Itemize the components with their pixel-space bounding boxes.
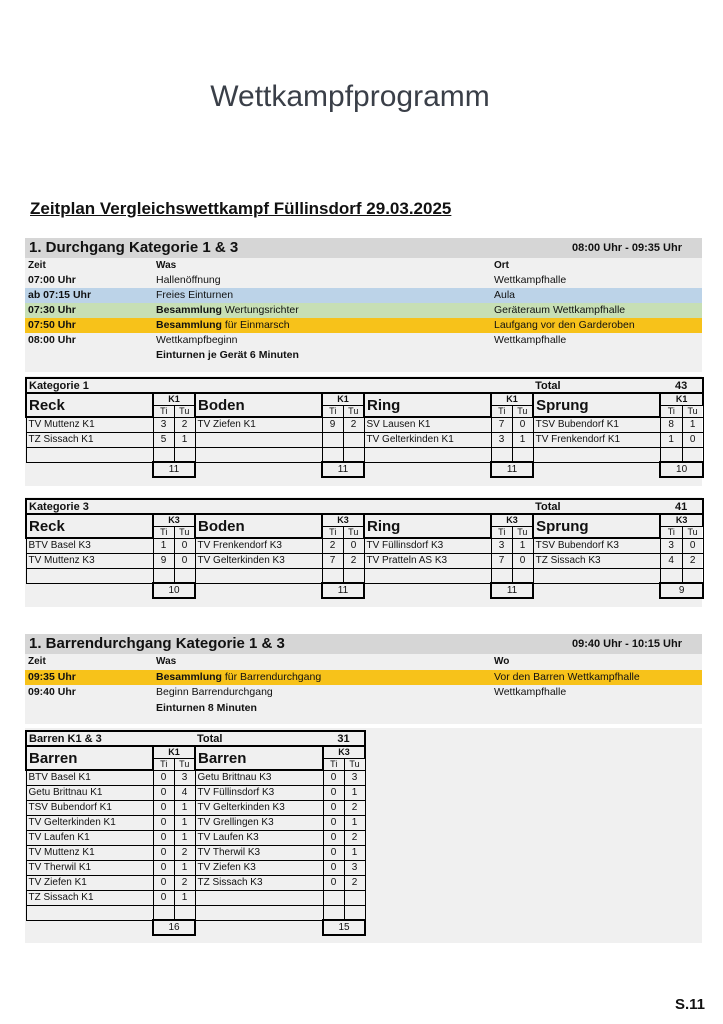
col-tu: Tu — [682, 405, 703, 417]
team-tu: 1 — [682, 417, 703, 432]
team-tu: 0 — [174, 553, 195, 568]
apparatus-sum: 11 — [153, 462, 195, 477]
kat3-total: 41 — [660, 499, 703, 514]
section1-col-headers — [25, 259, 702, 274]
team-tu: 2 — [174, 875, 195, 890]
schedule-activity — [156, 334, 238, 346]
team-name: TV Muttenz K1 — [26, 845, 153, 860]
barren-table — [25, 730, 366, 936]
team-tu: 2 — [343, 553, 364, 568]
schedule-time: 07:30 Uhr — [28, 304, 76, 316]
team-tu: 2 — [343, 417, 364, 432]
team-name: TV Therwil K3 — [195, 845, 323, 860]
schedule-location: Wettkampfhalle — [494, 686, 567, 698]
team-tu: 2 — [344, 830, 365, 845]
apparatus-sum: 10 — [153, 583, 195, 598]
team-name: TV Gelterkinden K3 — [195, 553, 322, 568]
section1-note-row — [25, 348, 702, 363]
barren-label: Barren K1 & 3 — [26, 731, 195, 746]
team-name — [195, 432, 322, 447]
team-ti — [323, 890, 344, 905]
team-tu: 2 — [174, 845, 195, 860]
section2-note-row — [25, 701, 702, 716]
section2-col-headers — [25, 655, 702, 670]
team-tu: 1 — [344, 845, 365, 860]
schedule-row — [25, 303, 702, 318]
col-ti: Ti — [491, 405, 512, 417]
col-tu: Tu — [512, 405, 533, 417]
team-name: TV Muttenz K3 — [26, 553, 153, 568]
apparatus-class: K3 — [322, 514, 364, 526]
team-name: TV Frenkendorf K3 — [195, 538, 322, 553]
apparatus-sum: 15 — [323, 920, 365, 935]
team-name: TV Therwil K1 — [26, 860, 153, 875]
team-tu: 3 — [344, 770, 365, 785]
team-tu: 1 — [512, 432, 533, 447]
team-tu: 2 — [344, 875, 365, 890]
team-name: Getu Brittnau K1 — [26, 785, 153, 800]
team-tu — [344, 890, 365, 905]
team-ti: 1 — [153, 538, 174, 553]
team-ti: 1 — [660, 432, 682, 447]
team-name: TV Gelterkinden K1 — [26, 815, 153, 830]
apparatus-name: Ring — [364, 514, 491, 538]
team-tu: 3 — [344, 860, 365, 875]
section1-title: 1. Durchgang Kategorie 1 & 3 — [29, 239, 239, 256]
team-tu: 3 — [174, 770, 195, 785]
col-ti: Ti — [491, 526, 512, 538]
apparatus-name: Sprung — [533, 393, 660, 417]
col-header-was: Was — [156, 260, 177, 271]
team-name: TZ Sissach K3 — [195, 875, 323, 890]
apparatus-sum: 11 — [322, 462, 364, 477]
team-tu: 1 — [174, 830, 195, 845]
team-name: TV Frenkendorf K1 — [533, 432, 660, 447]
col-tu: Tu — [682, 526, 703, 538]
team-name: TV Ziefen K1 — [195, 417, 322, 432]
schedule-time: 09:40 Uhr — [28, 686, 76, 698]
team-ti: 0 — [323, 830, 344, 845]
schedule-activity — [156, 274, 221, 286]
kat1-total: 43 — [660, 378, 703, 393]
kat1-table — [25, 377, 704, 478]
team-name: TV Pratteln AS K3 — [364, 553, 491, 568]
apparatus-sum: 10 — [660, 462, 703, 477]
team-ti: 0 — [153, 860, 174, 875]
section1-time: 08:00 Uhr - 09:35 Uhr — [571, 242, 682, 254]
team-tu: 4 — [174, 785, 195, 800]
team-name: BTV Basel K3 — [26, 538, 153, 553]
team-ti: 3 — [153, 417, 174, 432]
schedule-row — [25, 273, 702, 288]
team-ti: 5 — [153, 432, 174, 447]
team-tu: 1 — [174, 815, 195, 830]
col-header-was-2: Was — [156, 656, 177, 667]
apparatus-name: Ring — [364, 393, 491, 417]
team-tu: 0 — [512, 417, 533, 432]
team-tu: 0 — [174, 538, 195, 553]
team-tu: 1 — [174, 860, 195, 875]
section2-time: 09:40 Uhr - 10:15 Uhr — [571, 638, 682, 650]
team-tu: 1 — [344, 785, 365, 800]
schedule-location: Wettkampfhalle — [494, 274, 567, 286]
section2-title: 1. Barrendurchgang Kategorie 1 & 3 — [29, 635, 285, 652]
apparatus-sum: 9 — [660, 583, 703, 598]
apparatus-class: K1 — [153, 393, 195, 405]
team-tu: 2 — [344, 800, 365, 815]
apparatus-class: K1 — [491, 393, 533, 405]
schedule-row — [25, 288, 702, 303]
schedule-activity-text: Wertungsrichter — [221, 304, 299, 316]
schedule-activity-bold: Besammlung — [156, 671, 222, 683]
schedule-activity — [156, 671, 321, 683]
team-name: TSV Bubendorf K3 — [533, 538, 660, 553]
schedule-activity — [156, 304, 299, 316]
team-ti: 0 — [323, 845, 344, 860]
team-tu: 0 — [682, 432, 703, 447]
schedule-location: Wettkampfhalle — [494, 334, 567, 346]
col-tu: Tu — [174, 758, 195, 770]
team-tu: 0 — [512, 553, 533, 568]
apparatus-class: K3 — [660, 514, 703, 526]
col-tu: Tu — [174, 526, 195, 538]
schedule-activity-text: Freies Einturnen — [156, 289, 234, 301]
kat3-table — [25, 498, 704, 599]
team-name: TV Gelterkinden K3 — [195, 800, 323, 815]
team-name: Getu Brittnau K3 — [195, 770, 323, 785]
col-ti: Ti — [660, 405, 682, 417]
team-ti: 3 — [491, 538, 512, 553]
apparatus-name: Barren — [26, 746, 153, 770]
apparatus-name: Boden — [195, 514, 322, 538]
team-tu: 0 — [682, 538, 703, 553]
team-ti: 3 — [491, 432, 512, 447]
schedule-activity-text: für Einmarsch — [221, 319, 290, 331]
team-ti: 7 — [322, 553, 343, 568]
team-ti: 7 — [491, 553, 512, 568]
team-name: TV Ziefen K1 — [26, 875, 153, 890]
col-header-zeit-2: Zeit — [28, 656, 46, 667]
barren-total: 31 — [323, 731, 365, 746]
col-ti: Ti — [323, 758, 344, 770]
section2-note: Einturnen 8 Minuten — [156, 702, 257, 714]
team-ti: 0 — [153, 785, 174, 800]
schedule-activity-bold: Besammlung — [156, 304, 222, 316]
apparatus-class: K1 — [660, 393, 703, 405]
team-ti: 9 — [153, 553, 174, 568]
col-ti: Ti — [153, 526, 174, 538]
col-ti: Ti — [153, 405, 174, 417]
schedule-location: Aula — [494, 289, 516, 301]
kat3-label: Kategorie 3 — [26, 499, 533, 514]
team-name: TZ Sissach K1 — [26, 890, 153, 905]
team-tu: 1 — [174, 890, 195, 905]
team-name: SV Lausen K1 — [364, 417, 491, 432]
schedule-row — [25, 318, 702, 333]
apparatus-name: Reck — [26, 514, 153, 538]
schedule-activity — [156, 686, 273, 698]
team-tu: 1 — [512, 538, 533, 553]
schedule-location: Vor den Barren Wettkampfhalle — [494, 671, 640, 683]
apparatus-sum: 11 — [491, 583, 533, 598]
team-ti: 0 — [323, 875, 344, 890]
team-ti: 0 — [153, 890, 174, 905]
schedule-row — [25, 685, 702, 700]
apparatus-class: K1 — [322, 393, 364, 405]
team-name: TV Ziefen K3 — [195, 860, 323, 875]
apparatus-name: Barren — [195, 746, 323, 770]
schedule-location: Geräteraum Wettkampfhalle — [494, 304, 626, 316]
team-ti: 2 — [322, 538, 343, 553]
schedule-time: 07:50 Uhr — [28, 319, 76, 331]
team-ti: 0 — [153, 830, 174, 845]
schedule-time: 07:00 Uhr — [28, 274, 76, 286]
col-tu: Tu — [512, 526, 533, 538]
apparatus-class: K3 — [491, 514, 533, 526]
team-tu — [343, 432, 364, 447]
team-name: TV Füllinsdorf K3 — [195, 785, 323, 800]
kat3-total-label: Total — [533, 499, 660, 514]
team-tu: 2 — [682, 553, 703, 568]
team-name: TSV Bubendorf K1 — [26, 800, 153, 815]
col-ti: Ti — [153, 758, 174, 770]
schedule-time: 09:35 Uhr — [28, 671, 76, 683]
col-tu: Tu — [174, 405, 195, 417]
team-name: TV Laufen K3 — [195, 830, 323, 845]
apparatus-class: K3 — [323, 746, 365, 758]
team-ti: 9 — [322, 417, 343, 432]
team-ti: 7 — [491, 417, 512, 432]
schedule-subtitle: Zeitplan Vergleichswettkampf Füllinsdorf 29.03.2025 — [30, 199, 452, 218]
schedule-activity-text: Wettkampfbeginn — [156, 334, 238, 346]
team-name: TV Gelterkinden K1 — [364, 432, 491, 447]
team-name: TV Muttenz K1 — [26, 417, 153, 432]
schedule-activity — [156, 289, 233, 301]
apparatus-name: Sprung — [533, 514, 660, 538]
kat1-total-label: Total — [533, 378, 660, 393]
team-ti: 4 — [660, 553, 682, 568]
col-tu: Tu — [343, 405, 364, 417]
section1-note: Einturnen je Gerät 6 Minuten — [156, 349, 299, 361]
team-name — [195, 890, 323, 905]
team-ti: 3 — [660, 538, 682, 553]
section1-header — [25, 238, 702, 258]
apparatus-sum: 11 — [322, 583, 364, 598]
team-ti: 0 — [153, 845, 174, 860]
team-name: TSV Bubendorf K1 — [533, 417, 660, 432]
col-header-wo: Wo — [494, 656, 510, 667]
page-number: S.11 — [674, 996, 705, 1013]
schedule-activity — [156, 319, 290, 331]
page-title: Wettkampfprogramm — [210, 80, 490, 113]
team-tu: 0 — [343, 538, 364, 553]
section2-header — [25, 634, 702, 654]
team-name: TV Grellingen K3 — [195, 815, 323, 830]
schedule-time: 08:00 Uhr — [28, 334, 76, 346]
team-ti: 0 — [323, 800, 344, 815]
team-tu: 1 — [174, 432, 195, 447]
apparatus-name: Boden — [195, 393, 322, 417]
team-ti: 0 — [323, 860, 344, 875]
barren-total-label: Total — [195, 731, 323, 746]
col-tu: Tu — [344, 758, 365, 770]
team-ti — [322, 432, 343, 447]
schedule-activity-bold: Besammlung — [156, 319, 222, 331]
apparatus-class: K1 — [153, 746, 195, 758]
team-name: TV Füllinsdorf K3 — [364, 538, 491, 553]
schedule-location: Laufgang vor den Garderoben — [494, 319, 635, 331]
apparatus-class: K3 — [153, 514, 195, 526]
team-tu: 1 — [174, 800, 195, 815]
team-ti: 0 — [323, 815, 344, 830]
kat1-label: Kategorie 1 — [26, 378, 533, 393]
schedule-activity-text: für Barrendurchgang — [221, 671, 322, 683]
col-header-zeit: Zeit — [28, 260, 46, 271]
apparatus-sum: 16 — [153, 920, 195, 935]
team-ti: 0 — [153, 815, 174, 830]
team-tu: 2 — [174, 417, 195, 432]
col-tu: Tu — [343, 526, 364, 538]
schedule-row — [25, 333, 702, 348]
team-name: TZ Sissach K1 — [26, 432, 153, 447]
apparatus-sum: 11 — [491, 462, 533, 477]
team-ti: 8 — [660, 417, 682, 432]
schedule-activity-text: Beginn Barrendurchgang — [156, 686, 273, 698]
team-ti: 0 — [153, 800, 174, 815]
team-ti: 0 — [153, 770, 174, 785]
col-ti: Ti — [322, 405, 343, 417]
schedule-activity-text: Hallenöffnung — [156, 274, 221, 286]
team-ti: 0 — [323, 785, 344, 800]
col-ti: Ti — [322, 526, 343, 538]
team-tu: 1 — [344, 815, 365, 830]
col-header-ort: Ort — [494, 260, 509, 271]
team-name: TV Laufen K1 — [26, 830, 153, 845]
team-name: TZ Sissach K3 — [533, 553, 660, 568]
apparatus-name: Reck — [26, 393, 153, 417]
team-name: BTV Basel K1 — [26, 770, 153, 785]
team-ti: 0 — [153, 875, 174, 890]
team-ti: 0 — [323, 770, 344, 785]
col-ti: Ti — [660, 526, 682, 538]
schedule-time: ab 07:15 Uhr — [28, 289, 92, 301]
schedule-row — [25, 670, 702, 685]
